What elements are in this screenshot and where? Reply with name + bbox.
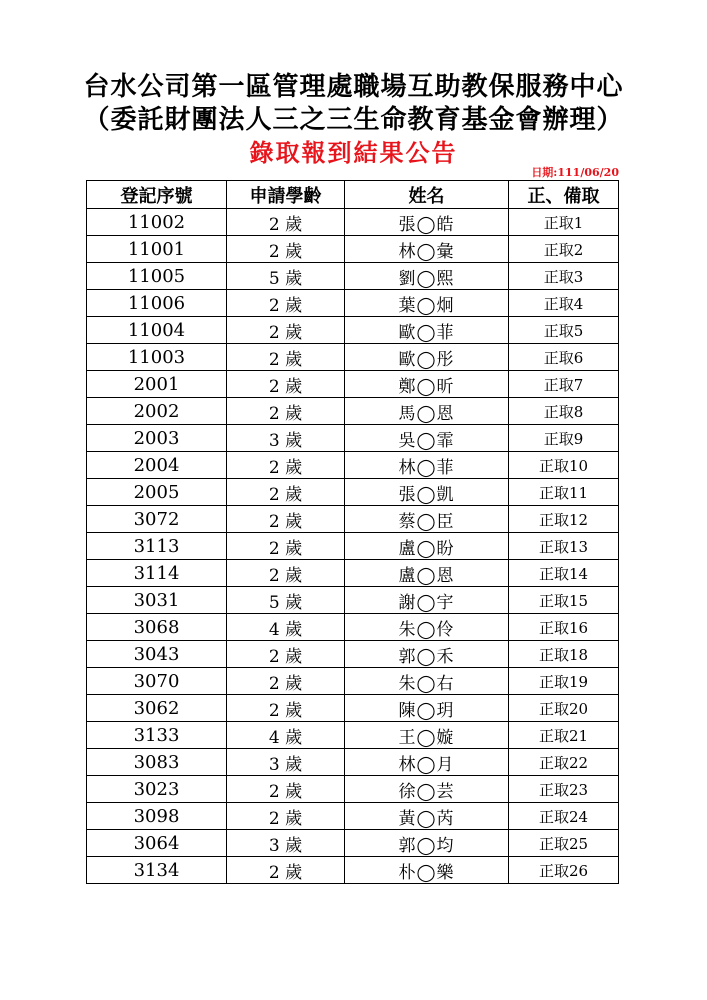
serial-cell: 11003 (87, 344, 227, 371)
table-row (87, 533, 619, 560)
serial-cell: 2002 (87, 398, 227, 425)
status-cell: 正取23 (509, 776, 619, 803)
status-cell: 正取22 (509, 749, 619, 776)
serial-cell: 3134 (87, 857, 227, 884)
age-cell: 2 歲 (227, 560, 345, 587)
status-cell: 正取11 (509, 479, 619, 506)
table-row (87, 587, 619, 614)
name-cell: 謝◯宇 (345, 587, 509, 614)
age-cell: 3 歲 (227, 830, 345, 857)
table-row (87, 398, 619, 425)
name-cell: 劉◯熙 (345, 263, 509, 290)
serial-cell: 3031 (87, 587, 227, 614)
age-cell: 2 歲 (227, 641, 345, 668)
document-title: 台水公司第一區管理處職場互助教保服務中心 (83, 72, 624, 102)
age-cell: 4 歲 (227, 614, 345, 641)
age-cell: 3 歲 (227, 749, 345, 776)
status-cell: 正取9 (509, 425, 619, 452)
table-row (87, 209, 619, 236)
age-cell: 2 歲 (227, 479, 345, 506)
name-cell: 王◯嫙 (345, 722, 509, 749)
table-row (87, 695, 619, 722)
table-row (87, 857, 619, 884)
status-cell: 正取15 (509, 587, 619, 614)
table-row (87, 425, 619, 452)
serial-cell: 3068 (87, 614, 227, 641)
age-cell: 2 歲 (227, 857, 345, 884)
table-row (87, 236, 619, 263)
status-cell: 正取26 (509, 857, 619, 884)
age-cell: 5 歲 (227, 263, 345, 290)
serial-cell: 2004 (87, 452, 227, 479)
name-cell: 吳◯霏 (345, 425, 509, 452)
announcement-date: 日期:111/06/20 (531, 166, 619, 179)
serial-cell: 2005 (87, 479, 227, 506)
table-row (87, 749, 619, 776)
name-cell: 林◯月 (345, 749, 509, 776)
serial-cell: 2001 (87, 371, 227, 398)
status-cell: 正取12 (509, 506, 619, 533)
status-cell: 正取18 (509, 641, 619, 668)
document-subtitle: （委託財團法人三之三生命教育基金會辦理） (83, 105, 624, 135)
status-cell: 正取21 (509, 722, 619, 749)
status-cell: 正取14 (509, 560, 619, 587)
name-cell: 張◯皓 (345, 209, 509, 236)
admission-results-table (86, 180, 619, 884)
serial-cell: 2003 (87, 425, 227, 452)
age-cell: 2 歲 (227, 317, 345, 344)
serial-cell: 3064 (87, 830, 227, 857)
serial-cell: 3133 (87, 722, 227, 749)
status-cell: 正取20 (509, 695, 619, 722)
status-cell: 正取10 (509, 452, 619, 479)
name-cell: 林◯彙 (345, 236, 509, 263)
serial-cell: 3114 (87, 560, 227, 587)
status-cell: 正取24 (509, 803, 619, 830)
table-row (87, 317, 619, 344)
table-row (87, 371, 619, 398)
table-row (87, 803, 619, 830)
serial-cell: 3070 (87, 668, 227, 695)
name-cell: 朱◯右 (345, 668, 509, 695)
table-row (87, 776, 619, 803)
serial-cell: 11006 (87, 290, 227, 317)
announcement-heading: 錄取報到結果公告 (249, 138, 458, 167)
status-cell: 正取2 (509, 236, 619, 263)
table-row (87, 722, 619, 749)
status-cell: 正取3 (509, 263, 619, 290)
table-row (87, 668, 619, 695)
age-cell: 2 歲 (227, 695, 345, 722)
serial-cell: 3113 (87, 533, 227, 560)
table-row (87, 830, 619, 857)
name-cell: 葉◯炯 (345, 290, 509, 317)
name-cell: 歐◯菲 (345, 317, 509, 344)
age-cell: 3 歲 (227, 425, 345, 452)
name-cell: 郭◯均 (345, 830, 509, 857)
status-cell: 正取1 (509, 209, 619, 236)
table-body (87, 209, 619, 884)
table-row (87, 290, 619, 317)
status-cell: 正取16 (509, 614, 619, 641)
age-cell: 2 歲 (227, 398, 345, 425)
name-cell: 歐◯彤 (345, 344, 509, 371)
status-cell: 正取19 (509, 668, 619, 695)
table-row (87, 344, 619, 371)
table-row (87, 452, 619, 479)
serial-cell: 3062 (87, 695, 227, 722)
age-cell: 2 歲 (227, 452, 345, 479)
serial-cell: 3083 (87, 749, 227, 776)
table-row (87, 614, 619, 641)
age-cell: 2 歲 (227, 668, 345, 695)
status-cell: 正取13 (509, 533, 619, 560)
name-cell: 朴◯樂 (345, 857, 509, 884)
table-row (87, 506, 619, 533)
status-cell: 正取5 (509, 317, 619, 344)
status-cell: 正取8 (509, 398, 619, 425)
age-cell: 2 歲 (227, 776, 345, 803)
name-cell: 林◯菲 (345, 452, 509, 479)
name-cell: 蔡◯臣 (345, 506, 509, 533)
serial-cell: 3043 (87, 641, 227, 668)
age-cell: 2 歲 (227, 344, 345, 371)
column-header-age: 申請學齡 (227, 181, 345, 209)
column-header-serial: 登記序號 (87, 181, 227, 209)
age-cell: 2 歲 (227, 290, 345, 317)
name-cell: 陳◯玥 (345, 695, 509, 722)
status-cell: 正取4 (509, 290, 619, 317)
name-cell: 朱◯伶 (345, 614, 509, 641)
table-row (87, 263, 619, 290)
table-row (87, 560, 619, 587)
serial-cell: 11004 (87, 317, 227, 344)
serial-cell: 3072 (87, 506, 227, 533)
table-row (87, 641, 619, 668)
column-header-name: 姓名 (345, 181, 509, 209)
name-cell: 徐◯芸 (345, 776, 509, 803)
name-cell: 盧◯恩 (345, 560, 509, 587)
age-cell: 2 歲 (227, 533, 345, 560)
age-cell: 2 歲 (227, 506, 345, 533)
table-row (87, 479, 619, 506)
serial-cell: 3023 (87, 776, 227, 803)
age-cell: 4 歲 (227, 722, 345, 749)
serial-cell: 3098 (87, 803, 227, 830)
status-cell: 正取6 (509, 344, 619, 371)
age-cell: 2 歲 (227, 803, 345, 830)
serial-cell: 11002 (87, 209, 227, 236)
status-cell: 正取7 (509, 371, 619, 398)
serial-cell: 11001 (87, 236, 227, 263)
serial-cell: 11005 (87, 263, 227, 290)
name-cell: 張◯凱 (345, 479, 509, 506)
name-cell: 鄭◯昕 (345, 371, 509, 398)
table-header-row (87, 181, 619, 209)
age-cell: 2 歲 (227, 371, 345, 398)
name-cell: 郭◯禾 (345, 641, 509, 668)
status-cell: 正取25 (509, 830, 619, 857)
age-cell: 2 歲 (227, 236, 345, 263)
column-header-status: 正、備取 (509, 181, 619, 209)
name-cell: 盧◯盼 (345, 533, 509, 560)
age-cell: 5 歲 (227, 587, 345, 614)
name-cell: 馬◯恩 (345, 398, 509, 425)
name-cell: 黃◯芮 (345, 803, 509, 830)
age-cell: 2 歲 (227, 209, 345, 236)
